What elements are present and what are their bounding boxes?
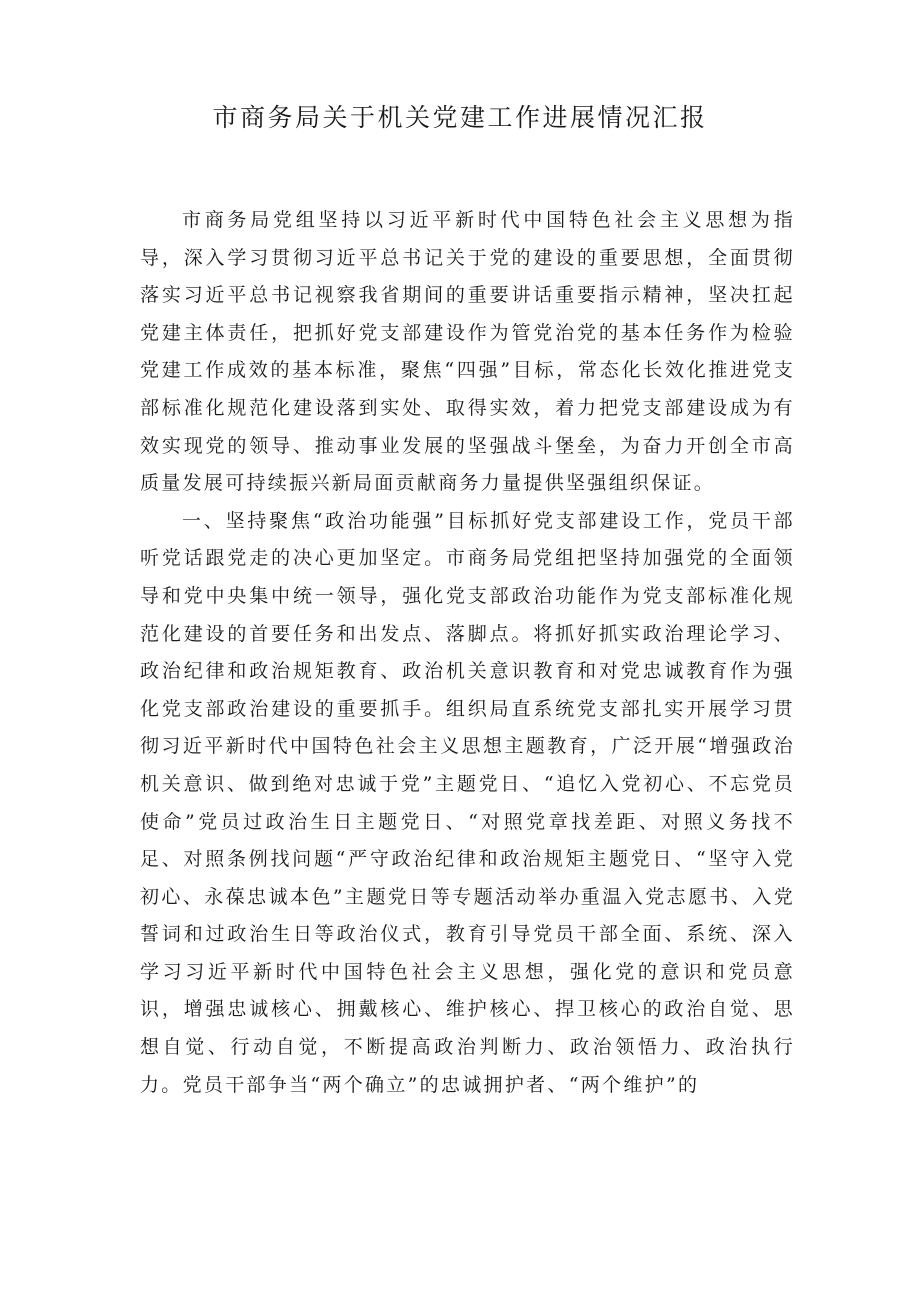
paragraph-section-1: 一、坚持聚焦“政治功能强”目标抓好党支部建设工作，党员干部听党话跟党走的决心更加坚定。市商务局党组把坚持加强党的全面领导和党中央集中统一领导，强化党支部政治功能作为党支部标准化规范化建设的首要任务和出发点、落脚点。将抓好抓实政治理论学习、政治纪律和政治规矩教育、政治机关意识教育和对党忠诚教育作为强化党支部政治建设的重要抓手。组织局直系统党支部扎实开展学习贯彻习近平新时代中国特色社会主义思想主题教育，广泛开展“增强政治机关意识、做到绝对忠诚于党”主题党日、“追忆入党初心、不忘党员使命”党员过政治生日主题党日、“对照党章找差距、对照义务找不足、对照条例找问题“严守政治纪律和政治规矩主题党日、“坚守入党初心、永葆忠诚本色”主题党日等专题活动举办重温入党志愿书、入党誓词和过政治生日等政治仪式，教育引导党员干部全面、系统、深入学习习近平新时代中国特色社会主义思想，强化党的意识和党员意识，增强忠诚核心、拥戴核心、维护核心、捍卫核心的政治自觉、思想自觉、行动自觉，不断提高政治判断力、政治领悟力、政治执行力。党员干部争当“两个确立”的忠诚拥护者、“两个维护”的 — [140, 509, 795, 1096]
paragraph-intro: 市商务局党组坚持以习近平新时代中国特色社会主义思想为指导，深入学习贯彻习近平总书记关于党的建设的重要思想，全面贯彻落实习近平总书记视察我省期间的重要讲话重要指示精神，坚决扛起党建主体责任，把抓好党支部建设作为管党治党的基本任务作为检验党建工作成效的基本标准，聚焦“四强”目标，常态化长效化推进党支部标准化规范化建设落到实处、取得实效，着力把党支部建设成为有效实现党的领导、推动事业发展的坚强战斗堡垒，为奋力开创全市高质量发展可持续振兴新局面贡献商务力量提供坚强组织保证。 — [140, 209, 795, 495]
document-title: 市商务局关于机关党建工作进展情况汇报 — [212, 103, 708, 132]
document-body — [140, 202, 795, 1104]
